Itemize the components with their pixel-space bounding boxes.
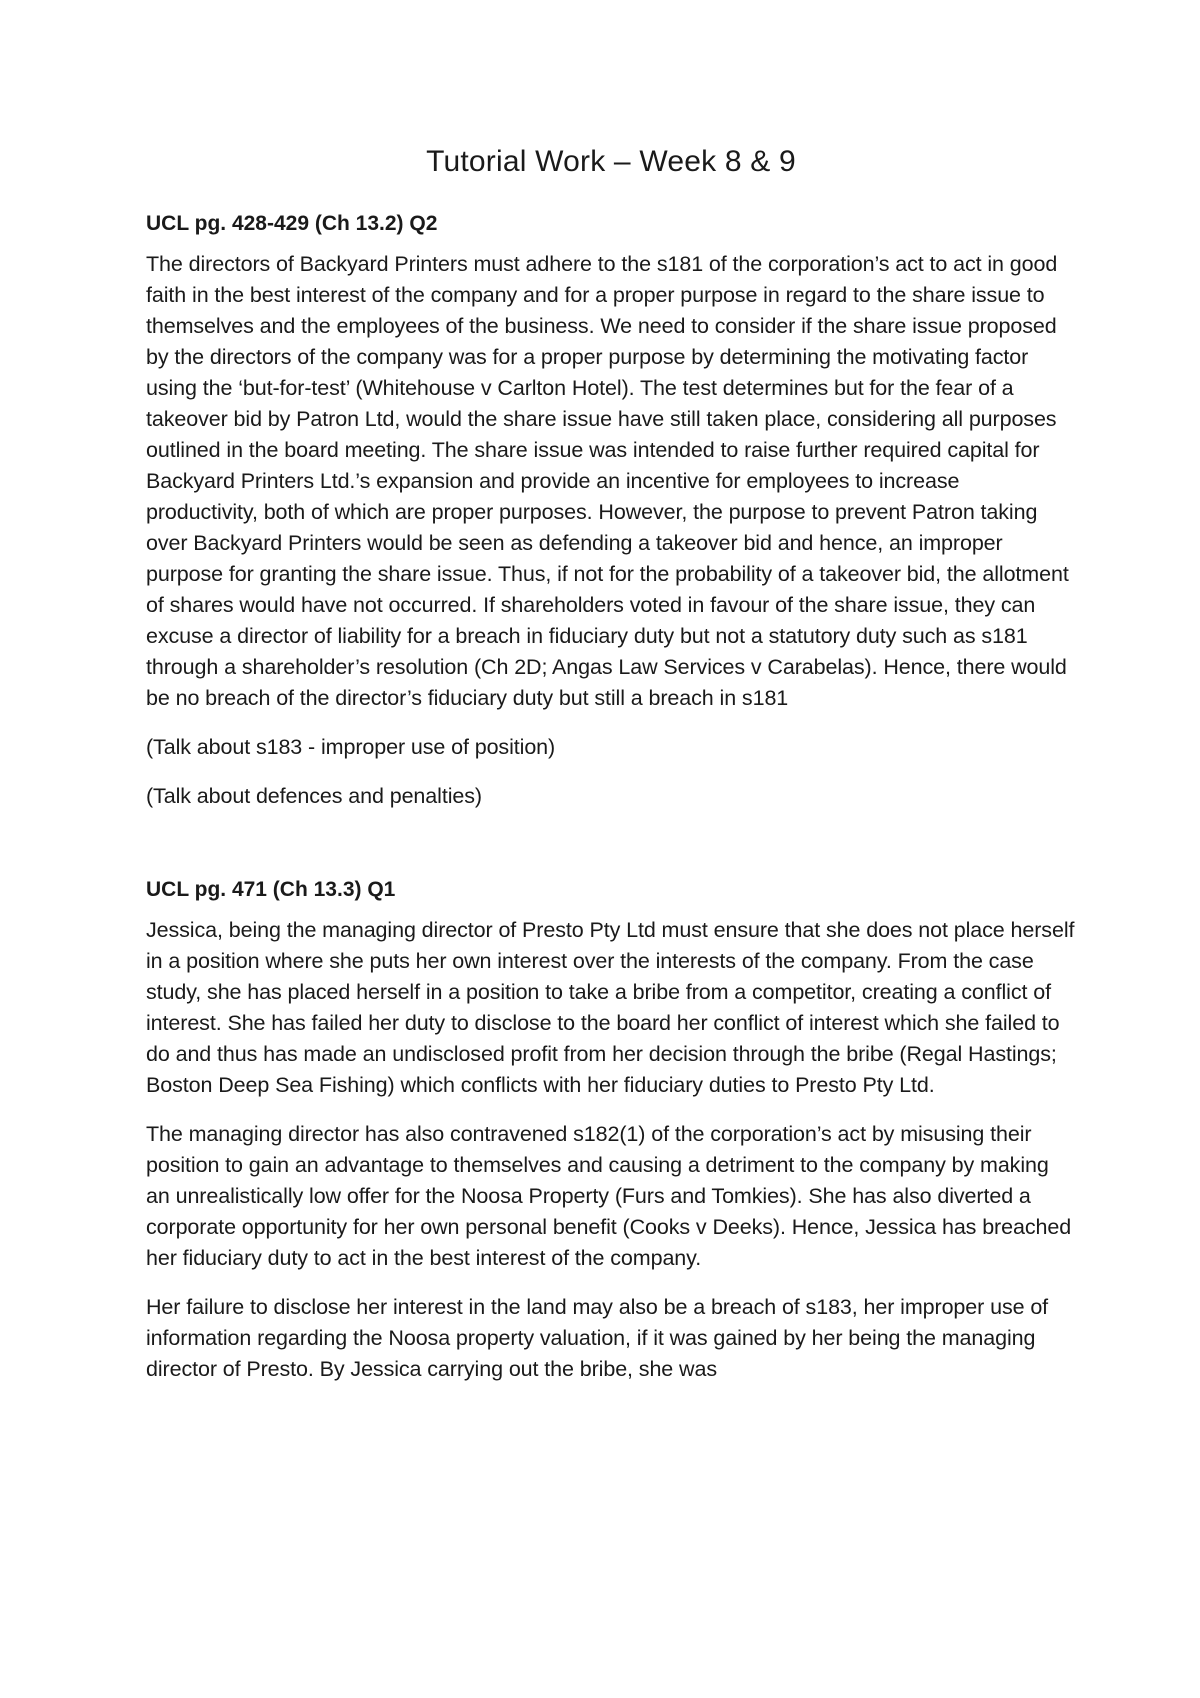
document-page xyxy=(146,140,1076,1403)
body-paragraph: (Talk about s183 - improper use of position) xyxy=(146,735,556,759)
body-paragraph: Her failure to disclose her interest in the land may also be a breach of s183, her improper use of information regarding the Noosa property valuation, if it was gained by her being the managing director of Presto. By Jessica carrying out the bribe, she was xyxy=(146,1295,1049,1381)
section-heading: UCL pg. 471 (Ch 13.3) Q1 xyxy=(146,878,396,901)
section-spacer xyxy=(146,830,1076,874)
section-q1 xyxy=(146,874,1076,1385)
body-paragraph: (Talk about defences and penalties) xyxy=(146,784,482,808)
body-paragraph: The directors of Backyard Printers must adhere to the s181 of the corporation’s act to act in good faith in the best interest of the company and for a proper purpose in regard to the share issue to themselves and the employees of the business. We need to consider if the share issue proposed by the directors of the company was for a proper purpose by determining the motivating factor using the ‘but-for-test’ (Whitehouse v Carlton Hotel). The test determines but for the fear of a takeover bid by Patron Ltd, would the share issue have still taken place, considering all purposes outlined in the board meeting. The share issue was intended to raise further required capital for Backyard Printers Ltd.’s expansion and provide an incentive for employees to increase productivity, both of which are proper purposes. However, the purpose to prevent Patron taking over Backyard Printers would be seen as defending a takeover bid and hence, an improper purpose for granting the share issue. Thus, if not for the probability of a takeover bid, the allotment of shares would have not occurred. If shareholders voted in favour of the share issue, they can excuse a director of liability for a breach in fiduciary duty but not a statutory duty such as s181 through a shareholder’s resolution (Ch 2D; Angas Law Services v Carabelas). Hence, there would be no breach of the director’s fiduciary duty but still a breach in s181 xyxy=(146,252,1069,710)
body-paragraph: The managing director has also contravened s182(1) of the corporation’s act by misusing their position to gain an advantage to themselves and causing a detriment to the company by making an unrealistically low offer for the Noosa Property (Furs and Tomkies). She has also diverted a corporate opportunity for her own personal benefit (Cooks v Deeks). Hence, Jessica has breached her fiduciary duty to act in the best interest of the company. xyxy=(146,1122,1072,1270)
section-heading: UCL pg. 428-429 (Ch 13.2) Q2 xyxy=(146,212,438,235)
page-title: Tutorial Work – Week 8 & 9 xyxy=(426,145,796,178)
section-q2 xyxy=(146,208,1076,812)
body-paragraph: Jessica, being the managing director of Presto Pty Ltd must ensure that she does not place herself in a position where she puts her own interest over the interests of the company. From the case study, she has placed herself in a position to take a bribe from a competitor, creating a conflict of interest. She has failed her duty to disclose to the board her conflict of interest which she failed to do and thus has made an undisclosed profit from her decision through the bribe (Regal Hastings; Boston Deep Sea Fishing) which conflicts with her fiduciary duties to Presto Pty Ltd. xyxy=(146,918,1075,1097)
